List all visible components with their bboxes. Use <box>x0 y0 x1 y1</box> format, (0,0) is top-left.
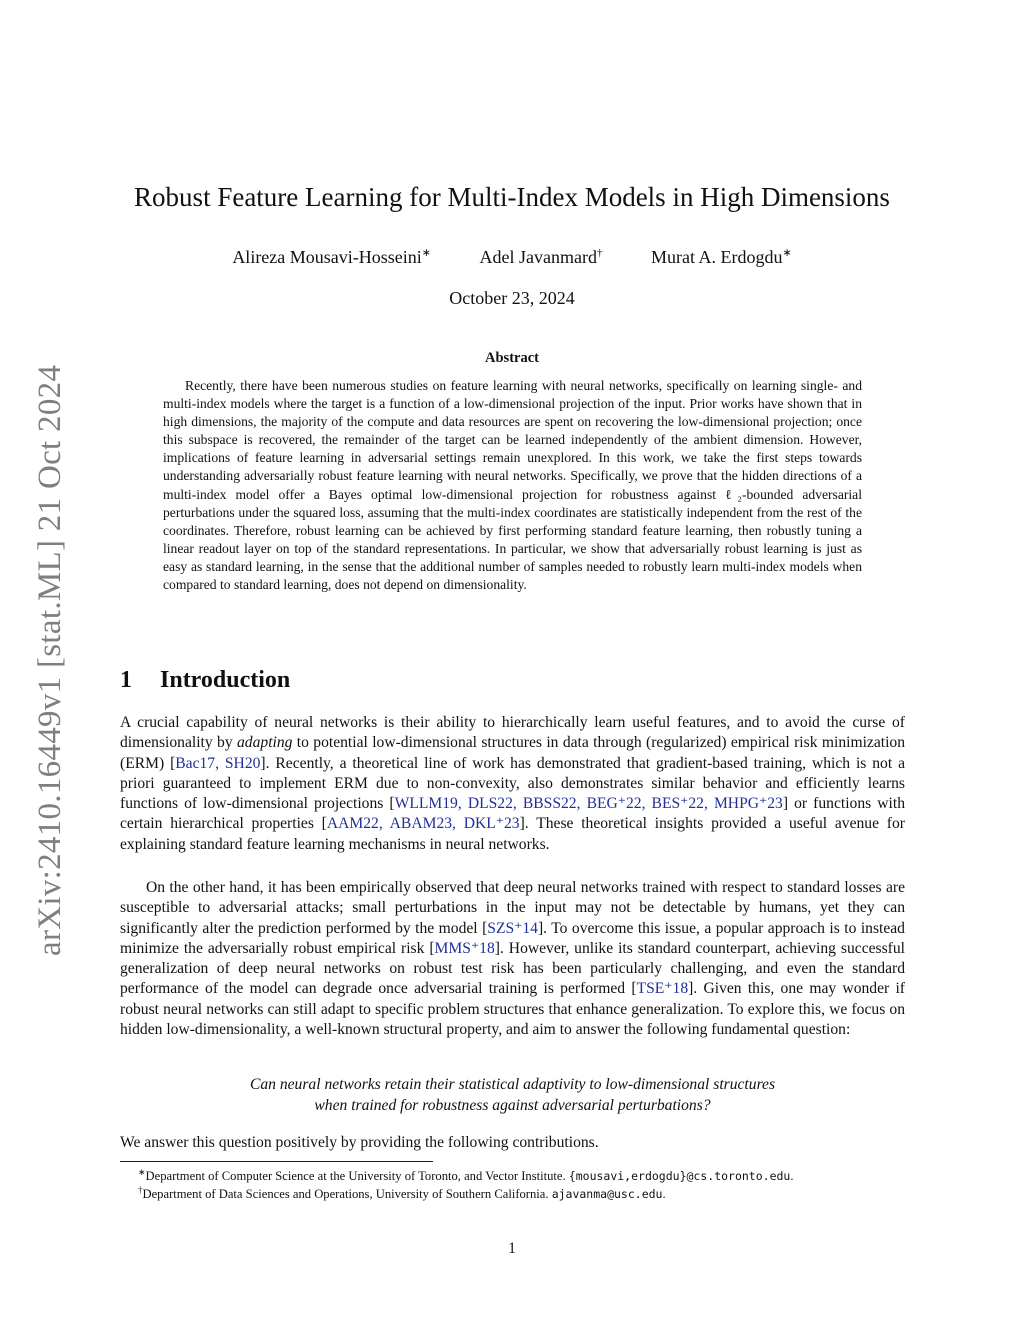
author-affiliation-mark: † <box>596 247 603 259</box>
intro-paragraph-1 <box>120 713 905 855</box>
paragraph-text: ]. Given this, one may wonder if robust neural networks can still adapt to specific problem structures that enhance generalization. To explore this, we focus on hidden low-dimensionality, a well-known structural property, and aim to answer the following fundamental question: <box>120 980 905 1038</box>
footnote-2 <box>138 1182 913 1203</box>
footnote-divider <box>120 1161 433 1162</box>
author-affiliation-mark: ∗ <box>782 247 792 259</box>
citation-link[interactable]: TSE⁺18 <box>636 980 689 998</box>
paragraph-text: ]. These theoretical insights provided a useful avenue for explaining standard feature learning mechanisms in neural networks. <box>120 815 905 853</box>
intro-paragraph-2 <box>120 878 905 1040</box>
footnote-end: . <box>790 1169 794 1184</box>
abstract-text: Recently, there have been numerous studies on feature learning with neural networks, specifically on learning single- and multi-index models where the target is a function of a low-dimensional projection of the input. Prior works have shown that in high dimensions, the majority of the compute and data resources are spent on recovering the low-dimensional projection; once this subspace is recovered, the remainder of the target can be learned independently of the ambient dimension. However, implications of feature learning in adversarial settings remain unexplored. In this work, we take the first steps towards understanding adversarially robust feature learning with neural networks. Specifically, we prove that the hidden directions of a multi-index model offer a Bayes optimal low-dimensional projection for robustness against ℓ₂-bounded adversarial perturbations under the squared loss, assuming that the multi-index coordinates are statistically independent from the rest of the coordinates. Therefore, robust learning can be achieved by first performing standard feature learning, then robustly tuning a linear readout layer on top of the standard representations. In particular, we show that adversarially robust learning is just as easy as standard learning, in the sense that the additional number of samples needed to robustly learn multi-index models when compared to standard learning, does not depend on dimensionality. <box>163 378 862 593</box>
paragraph-text: ] or functions with certain hierarchical properties [ <box>120 795 906 833</box>
research-question <box>170 1075 855 1116</box>
citation-link[interactable]: MMS⁺18 <box>434 939 495 957</box>
intro-paragraph-3: We answer this question positively by providing the following contributions. <box>120 1134 599 1151</box>
author-affiliation-mark: ∗ <box>421 247 431 259</box>
author-name: Murat A. Erdogdu <box>650 247 783 267</box>
question-line-2: when trained for robustness against adversarial perturbations? <box>314 1096 711 1114</box>
author-name: Adel Javanmard <box>479 247 597 267</box>
paragraph-text: ]. To overcome this issue, a popular approach is to instead minimize the adversarially robust empirical risk [ <box>120 919 905 957</box>
paragraph-text: to potential low-dimensional structures in data through (regularized) empirical risk minimization (ERM) [ <box>120 734 906 772</box>
arxiv-side-identifier: arXiv:2410.16449v1 [stat.ML] 21 Oct 2024 <box>32 364 68 956</box>
emphasized-word: adapting <box>237 734 293 752</box>
paragraph-text: ]. Recently, a theoretical line of work has demonstrated that gradient-based training, which is not a priori guaranteed to implement ERM due to non-convexity, also demonstrates similar behavior and efficiently learns functions of low-dimensional projections [ <box>120 754 905 812</box>
author-2 <box>480 241 603 269</box>
author-1 <box>232 241 431 269</box>
citation-link[interactable]: WLLM19, DLS22, BBSS22, BEG⁺22, BES⁺22, MHPG⁺23 <box>394 795 783 812</box>
footnote-email[interactable]: ajavanma@usc.edu <box>551 1187 663 1202</box>
paper-title: Robust Feature Learning for Multi-Index Models in High Dimensions <box>134 182 890 212</box>
footnote-mark: † <box>138 1185 143 1195</box>
footnote-text: Department of Data Sciences and Operations, University of Southern California. <box>142 1187 552 1202</box>
citation-link[interactable]: Bac17, SH20 <box>175 754 261 772</box>
citation-link[interactable]: AAM22, ABAM23, DKL⁺23 <box>326 815 520 833</box>
author-3 <box>651 241 792 269</box>
footnote-email[interactable]: {mousavi,erdogdu}@cs.toronto.edu <box>568 1169 791 1184</box>
paragraph-text: On the other hand, it has been empirically observed that deep neural networks trained with respect to standard losses are susceptible to adversarial attacks; small perturbations in the input may not be detectable by humans, yet they can significantly alter the prediction performed by the model [ <box>120 879 905 937</box>
author-list <box>110 241 914 269</box>
citation-link[interactable]: SZS⁺14 <box>487 919 538 937</box>
paragraph-text: ]. However, unlike its standard counterpart, achieving successful generalization of deep neural networks on robust test risk has been particularly challenging, and even the standard performance of the model can degrade once adversarial training is performed [ <box>120 939 905 998</box>
paragraph-text: A crucial capability of neural networks is their ability to hierarchically learn useful features, and to avoid the curse of dimensionality by <box>120 714 905 752</box>
abstract-heading: Abstract <box>485 350 539 366</box>
section-title: Introduction <box>160 667 291 693</box>
author-name: Alireza Mousavi-Hosseini <box>232 247 422 267</box>
question-line-1: Can neural networks retain their statistical adaptivity to low-dimensional structures <box>249 1076 776 1093</box>
footnote-end: . <box>662 1187 666 1202</box>
page-number: 1 <box>508 1240 516 1257</box>
footnote-text: Department of Computer Science at the University of Toronto, and Vector Institute. <box>145 1169 569 1184</box>
footnote-mark: ∗ <box>138 1167 146 1177</box>
section-heading <box>120 665 910 695</box>
section-number: 1 <box>120 667 132 693</box>
publication-date: October 23, 2024 <box>449 288 575 308</box>
